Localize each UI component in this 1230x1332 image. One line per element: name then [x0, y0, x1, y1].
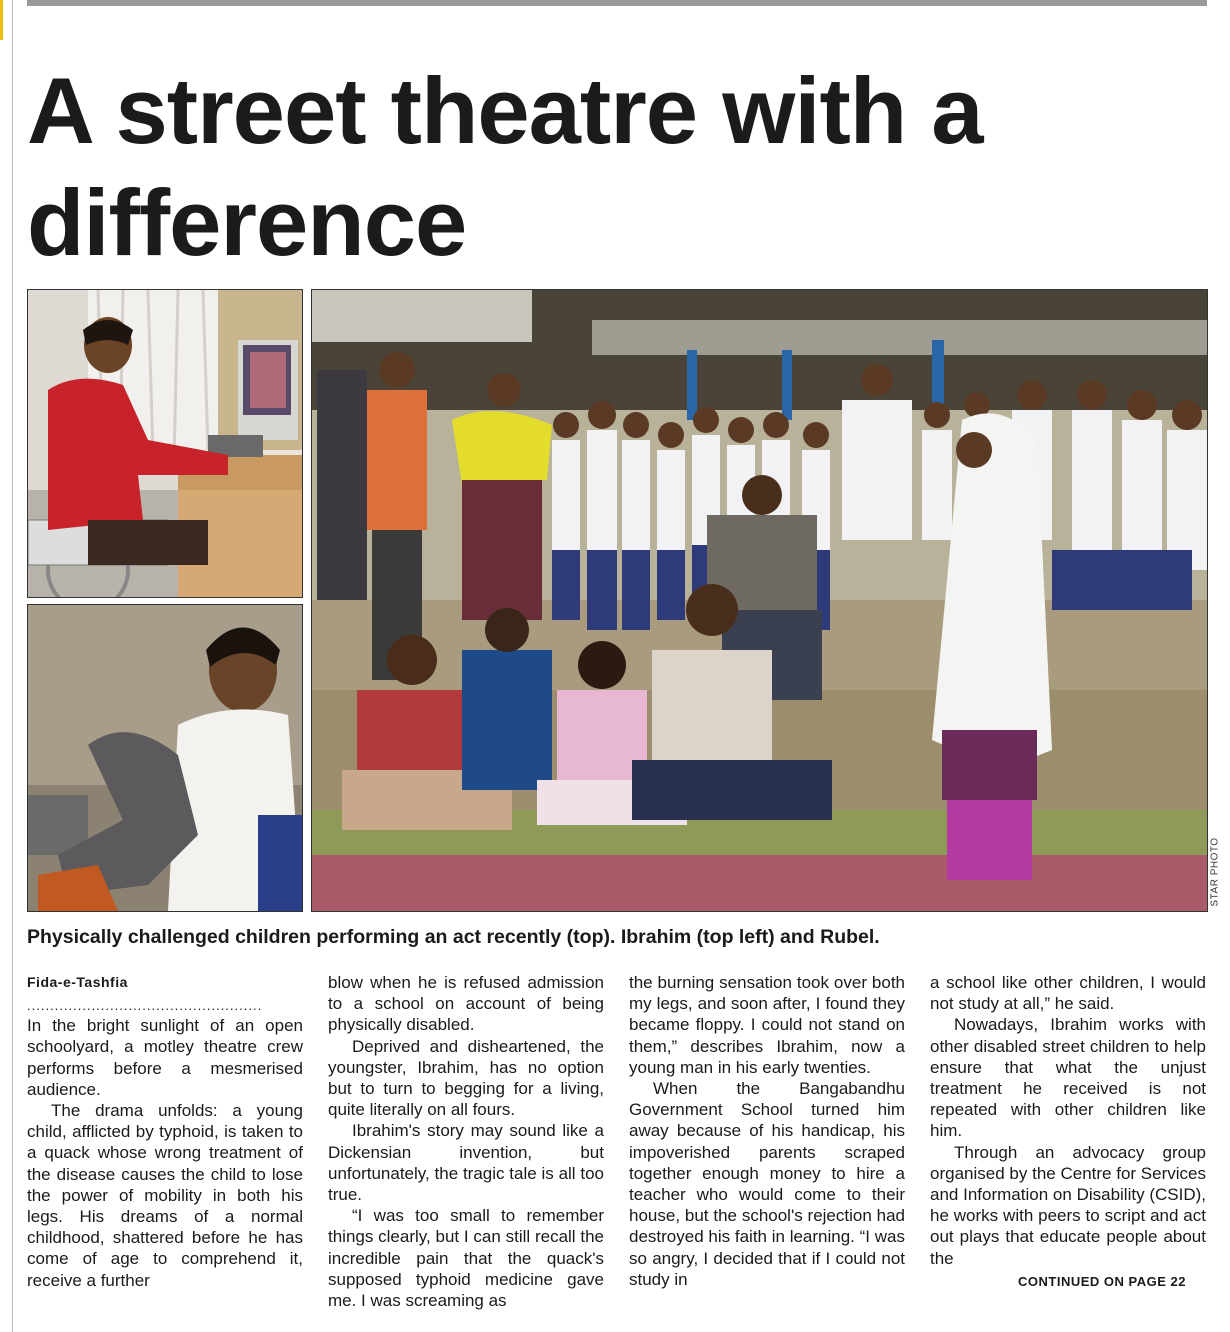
paragraph: blow when he is refused admission to a school on account of being physically disabled.: [328, 973, 604, 1035]
top-rule: [27, 0, 1207, 6]
byline: Fida-e-Tashfia: [27, 974, 128, 990]
paragraph: “I was too small to remember things clearly, but I can still recall the incredible pain that the quack's supposed typhoid medicine gave me. I was screaming as: [328, 1206, 604, 1311]
paragraph: Ibrahim's story may sound like a Dickensian invention, but unfortunately, the tragic tale is all too true.: [328, 1121, 604, 1205]
paragraph: Deprived and disheartened, the youngster, Ibrahim, has no option but to turn to begging for a living, quite literally on all fours.: [328, 1036, 604, 1120]
photo-ibrahim: [27, 289, 303, 598]
photo-street-theatre: [311, 289, 1208, 912]
paragraph: a school like other children, I would not study at all,” he said.: [930, 973, 1206, 1014]
photo-credit: STAR PHOTO: [1209, 837, 1221, 907]
article-column-4: [930, 972, 1206, 1269]
column-rule: [12, 0, 13, 1332]
article-column-1: [27, 972, 303, 1291]
headline: A street theatre with a difference: [27, 58, 983, 275]
article-column-2: [328, 972, 604, 1311]
paragraph: When the Bangabandhu Government School turned him away because of his handicap, his impoverished parents scraped together enough money to hire a teacher who would come to their house, but the school's rejection had destroyed his faith in learning. “I was so angry, I decided that if I could not study in: [629, 1079, 905, 1289]
continued-notice: CONTINUED ON PAGE 22: [1018, 1274, 1186, 1289]
article-column-3: [629, 972, 905, 1290]
paragraph: Through an advocacy group organised by the Centre for Services and Information on Disability (CSID), he works with peers to script and act out plays that educate people about the: [930, 1142, 1206, 1268]
paragraph: the burning sensation took over both my legs, and soon after, I found they became floppy. I could not stand on them,” describes Ibrahim, now a young man in his early twenties.: [629, 973, 905, 1077]
paragraph: The drama unfolds: a young child, afflicted by typhoid, is taken to a quack whose wrong treatment of the disease causes the child to lose the power of mobility in both his legs. His dreams of a normal childhood, shattered before he has come of age to comprehend it, receive a further: [27, 1101, 303, 1290]
paragraph: Nowadays, Ibrahim works with other disabled street children to help ensure that what the unjust treatment he received is not repeated with other children like him.: [930, 1015, 1206, 1141]
photo-caption: Physically challenged children performing an act recently (top). Ibrahim (top left) and Rubel.: [27, 926, 880, 948]
byline-divider: ...................................................: [27, 998, 263, 1014]
paragraph: In the bright sunlight of an open schoolyard, a motley theatre crew performs before a mesmerised audience.: [27, 1016, 303, 1099]
photo-rubel: [27, 604, 303, 912]
page-edge-marker: [0, 0, 3, 40]
